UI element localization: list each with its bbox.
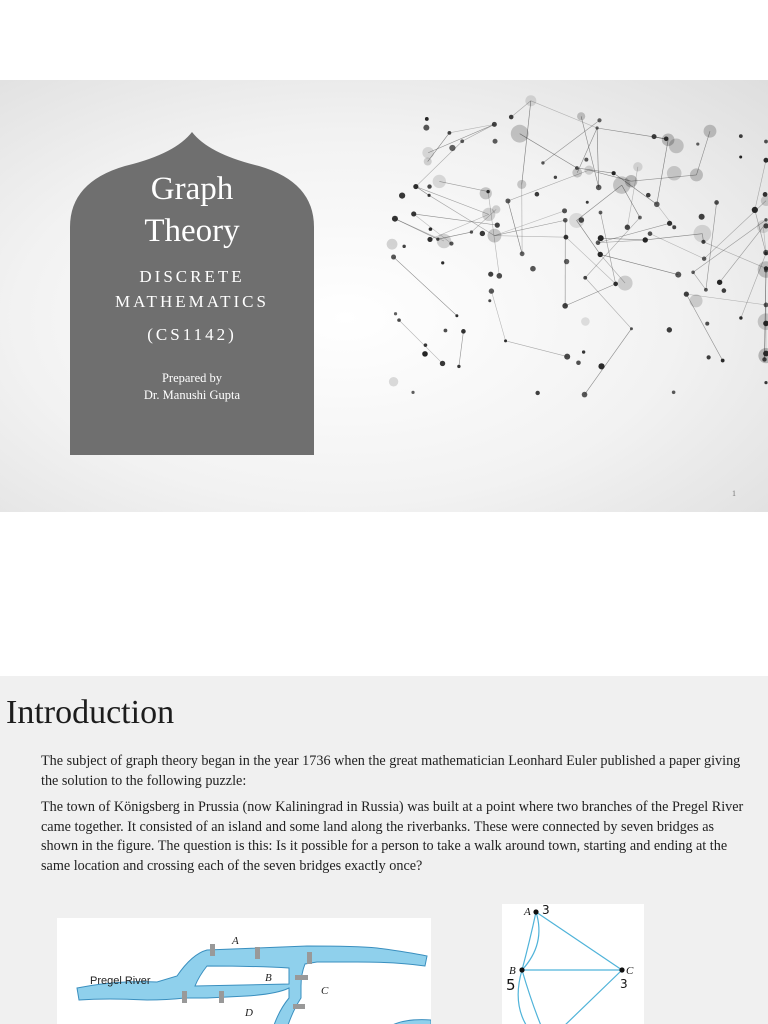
bridge-1 (210, 944, 215, 956)
slide-heading: Introduction (6, 694, 175, 731)
title-slide (0, 80, 768, 512)
graph-edges (518, 912, 622, 1024)
land-label-a: A (232, 935, 239, 947)
author-credit (70, 370, 314, 404)
degree-b-label: 5 (506, 976, 516, 994)
degree-a-label: 3 (542, 904, 550, 917)
slide-subtitle (70, 264, 314, 347)
bridge-3 (307, 952, 312, 964)
bridge-4 (295, 975, 308, 980)
vertex-c-label: C (626, 965, 634, 977)
slide-title (70, 168, 314, 252)
edge-a-c (536, 912, 622, 970)
intro-paragraph-1: The subject of graph theory began in the year 1736 when the great mathematician Leonhard Euler published a paper giving the solution to the following puzzle: (41, 753, 741, 789)
subtitle-line-1: DISCRETE (139, 267, 245, 286)
land-label-d: D (245, 1007, 253, 1019)
land-label-b: B (265, 972, 272, 984)
author-name: Dr. Manushi Gupta (143, 388, 241, 402)
vertex-b-label: B (509, 965, 516, 977)
title-line-1: Graph (150, 171, 234, 207)
land-label-c: C (321, 985, 329, 997)
slide-number: 1 (732, 489, 736, 498)
vertex-b (519, 967, 524, 972)
title-panel (70, 132, 314, 455)
bridge-7 (293, 1004, 305, 1009)
euler-graph-figure (502, 904, 644, 1024)
edge-c-d (562, 970, 622, 1024)
degree-c-label: 3 (620, 977, 628, 991)
bridge-5 (182, 991, 187, 1003)
vertex-c (619, 967, 624, 972)
river-label: Pregel River (90, 975, 151, 987)
introduction-slide (0, 676, 768, 1024)
edge-b-d-2 (518, 970, 528, 1024)
bridge-6 (219, 991, 224, 1003)
vertex-a-label: A (524, 906, 531, 918)
edge-b-d-1 (522, 970, 542, 1024)
bridge-2 (255, 947, 260, 959)
course-code: (CS1142) (147, 325, 237, 344)
intro-paragraph-2: The town of Königsberg in Prussia (now Kaliningrad in Russia) was built at a point where two branches of the Pregel River came together. It consisted of an island and some land along the riverbanks. These were connected by seven bridges as shown in the figure. The question is this: Is it possible for a person to take a walk around town, starting and ending at the same location and crossing each of the seven bridges exactly once? (41, 799, 744, 874)
vertex-a (533, 909, 538, 914)
konigsberg-map-figure (57, 918, 431, 1024)
title-line-2: Theory (144, 213, 240, 249)
prepared-by-label: Prepared by (161, 371, 223, 385)
subtitle-line-2: MATHEMATICS (115, 292, 269, 311)
network-edges (394, 101, 766, 395)
